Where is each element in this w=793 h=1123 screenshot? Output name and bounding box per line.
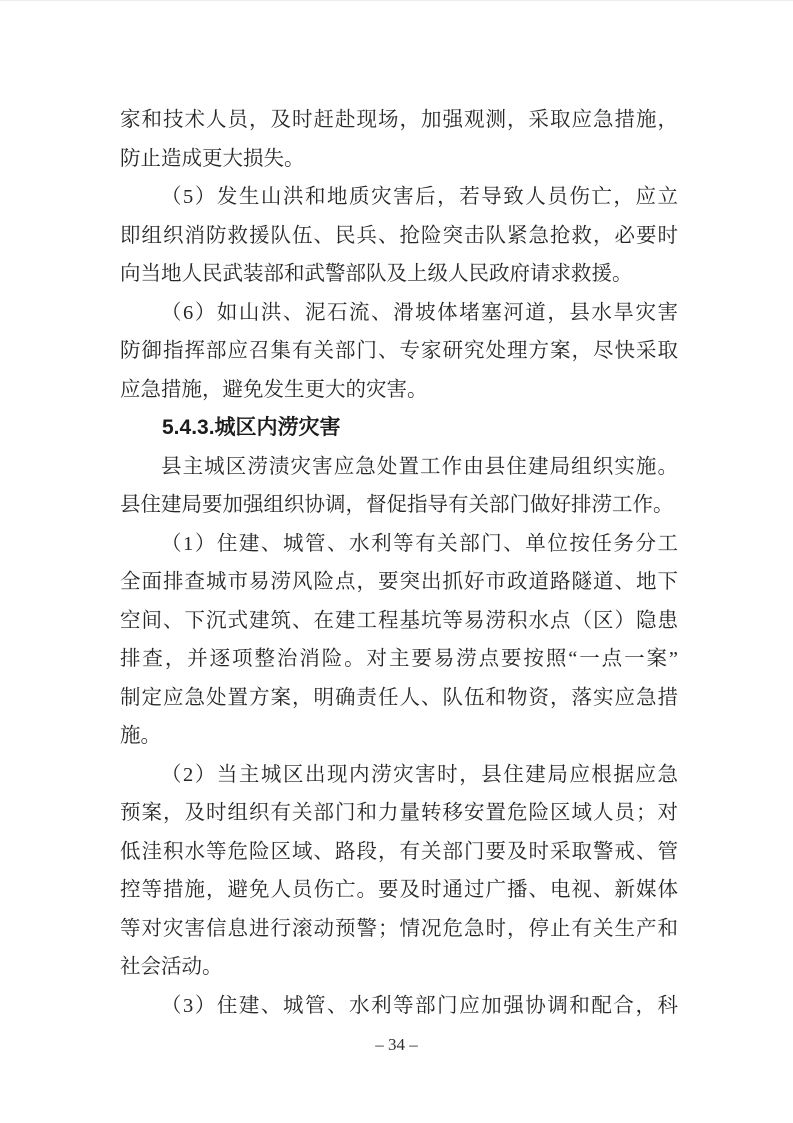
paragraph-line: 控等措施，避免人员伤亡。要及时通过广播、电视、新媒体: [120, 879, 678, 901]
paragraph-line: 防止造成更大损失。: [120, 147, 305, 170]
paragraph-line: （1）住建、城管、水利等有关部门、单位按任务分工: [161, 532, 678, 555]
paragraph-line: （3）住建、城管、水利等部门应加强协调和配合，科: [161, 994, 678, 1017]
paragraph-line: （2）当主城区出现内涝灾害时，县住建局应根据应急: [161, 763, 678, 786]
paragraph-line: 应急措施，避免发生更大的灾害。: [120, 378, 428, 401]
paragraph-line: 向当地人民武装部和武警部队及上级人民政府请求救援。: [120, 263, 633, 285]
paragraph-line: 空间、下沉式建筑、在建工程基坑等易涝积水点（区）隐患: [120, 609, 678, 632]
paragraph-line: 家和技术人员，及时赶赴现场，加强观测，采取应急措施，: [120, 109, 678, 131]
paragraph-line: 全面排查城市易涝风险点，要突出抓好市政道路隧道、地下: [120, 571, 678, 593]
page-number: – 34 –: [375, 1035, 418, 1054]
paragraph-line: 低洼积水等危险区域、路段，有关部门要及时采取警戒、管: [120, 840, 678, 863]
paragraph-line: 预案，及时组织有关部门和力量转移安置危险区域人员；对: [120, 802, 678, 824]
paragraph-line: 即组织消防救援队伍、民兵、抢险突击队紧急抢救，必要时: [120, 224, 678, 247]
paragraph-line: 施。: [120, 725, 161, 747]
paragraph-line: 县住建局要加强组织协调，督促指导有关部门做好排涝工作。: [120, 494, 674, 516]
paragraph-line: 县主城区涝渍灾害应急处置工作由县住建局组织实施。: [161, 455, 678, 478]
paragraph-line: （5）发生山洪和地质灾害后，若导致人员伤亡，应立: [161, 186, 678, 208]
paragraph-line: 制定应急处置方案，明确责任人、队伍和物资，落实应急措: [120, 686, 678, 709]
paragraph-line: 防御指挥部应召集有关部门、专家研究处理方案，尽快采取: [120, 340, 678, 362]
page-footer: [0, 1034, 793, 1056]
paragraph-line: 等对灾害信息进行滚动预警；情况危急时，停止有关生产和: [120, 917, 678, 940]
document-text-area: [120, 101, 678, 1025]
paragraph-line: 排查，并逐项整治消险。对主要易涝点要按照“一点一案”: [120, 648, 678, 670]
paragraph-line: 社会活动。: [120, 956, 223, 978]
paragraph-line: （6）如山洪、泥石流、滑坡体堵塞河道，县水旱灾害: [161, 301, 678, 324]
section-heading: 5.4.3.城区内涝灾害: [162, 416, 341, 439]
